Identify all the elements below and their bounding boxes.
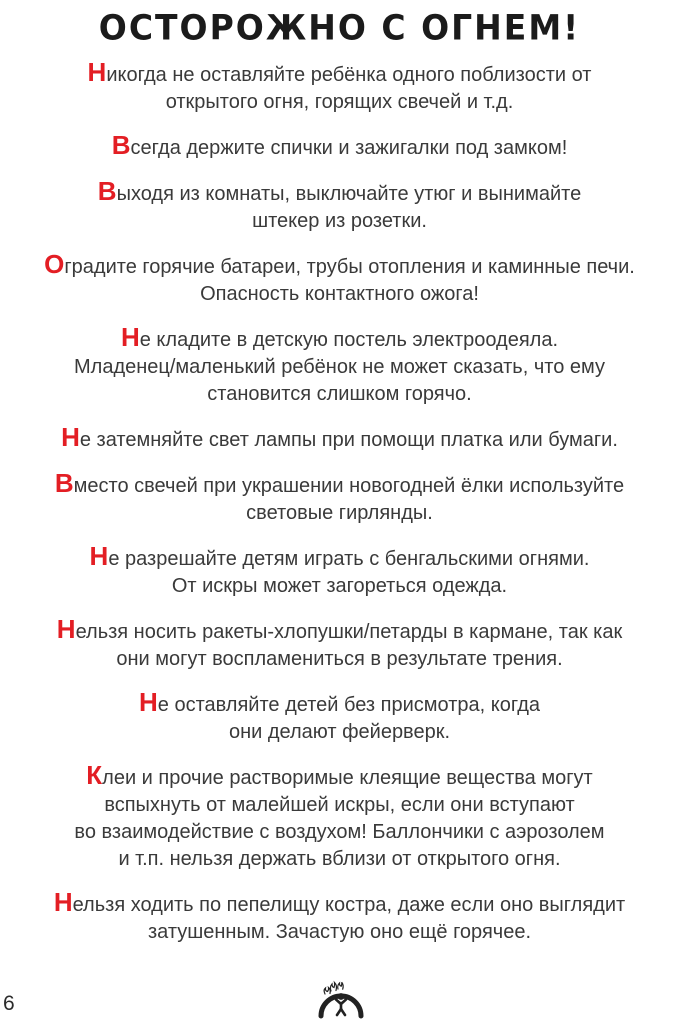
safety-tip bbox=[14, 887, 665, 946]
safety-tip bbox=[14, 422, 665, 454]
tip-text: е кладите в детскую постель электроодеяла. Младенец/маленький ребёнок не может сказать, что ему становится слишком горячо. bbox=[74, 329, 605, 405]
tip-text: ельзя носить ракеты-хлопушки/петарды в кармане, так как они могут воспламениться в результате трения. bbox=[75, 621, 623, 670]
safety-tip bbox=[14, 614, 665, 673]
tip-initial-letter: В bbox=[111, 130, 131, 160]
tips-list bbox=[14, 57, 665, 946]
tip-initial-letter: О bbox=[44, 249, 65, 279]
tip-initial-letter: Н bbox=[61, 422, 80, 452]
page-title: ОСТОРОЖНО С ОГНЕМ! bbox=[98, 7, 581, 48]
tip-initial-letter: Н bbox=[87, 57, 107, 87]
tip-text: икогда не оставляйте ребёнка одного поблизости от открытого огня, горящих свечей и т.д. bbox=[106, 64, 592, 113]
tip-initial-letter: В bbox=[97, 176, 117, 206]
tip-text: ыходя из комнаты, выключайте утюг и вынимайте штекер из розетки. bbox=[116, 183, 582, 232]
tip-text: е разрешайте детям играть с бенгальскими огнями. От искры может загореться одежда. bbox=[108, 548, 590, 597]
tip-initial-letter: Н bbox=[138, 687, 158, 717]
tip-text: сегда держите спички и зажигалки под замком! bbox=[130, 137, 568, 159]
tip-initial-letter: В bbox=[54, 468, 74, 498]
safety-tip bbox=[14, 468, 665, 527]
tip-text: леи и прочие растворимые клеящие вещества могут вспыхнуть от малейшей искры, если они вступают во взаимодействие с воздухом! Баллончики с аэрозолем и т.п. нельзя держать вблизи от открытого огня. bbox=[74, 767, 605, 870]
safety-tip bbox=[14, 687, 665, 746]
safety-tip bbox=[14, 57, 665, 116]
tip-initial-letter: Н bbox=[53, 887, 73, 917]
tip-text: е затемняйте свет лампы при помощи платка или бумаги. bbox=[79, 429, 618, 451]
page-footer bbox=[0, 972, 679, 1024]
safety-tip bbox=[14, 760, 665, 873]
safety-tip bbox=[14, 322, 665, 408]
child-under-arc-with-flames-icon bbox=[314, 978, 366, 1020]
tip-initial-letter: К bbox=[86, 760, 103, 790]
tip-initial-letter: Н bbox=[120, 322, 140, 352]
page-number: 6 bbox=[3, 992, 15, 1015]
tip-initial-letter: Н bbox=[89, 541, 109, 571]
safety-tip bbox=[14, 176, 665, 235]
tip-initial-letter: Н bbox=[56, 614, 76, 644]
tip-text: градите горячие батареи, трубы отопления и каминные печи. Опасность контактного ожога! bbox=[64, 256, 635, 305]
tip-text: место свечей при украшении новогодней ёлки используйте световые гирлянды. bbox=[73, 475, 625, 524]
tip-text: е оставляйте детей без присмотра, когда они делают фейерверк. bbox=[157, 694, 541, 743]
safety-tip bbox=[14, 130, 665, 162]
tip-text: ельзя ходить по пепелищу костра, даже если оно выглядит затушенным. Зачастую оно ещё горячее. bbox=[72, 894, 626, 943]
safety-tip bbox=[14, 249, 665, 308]
safety-tip bbox=[14, 541, 665, 600]
